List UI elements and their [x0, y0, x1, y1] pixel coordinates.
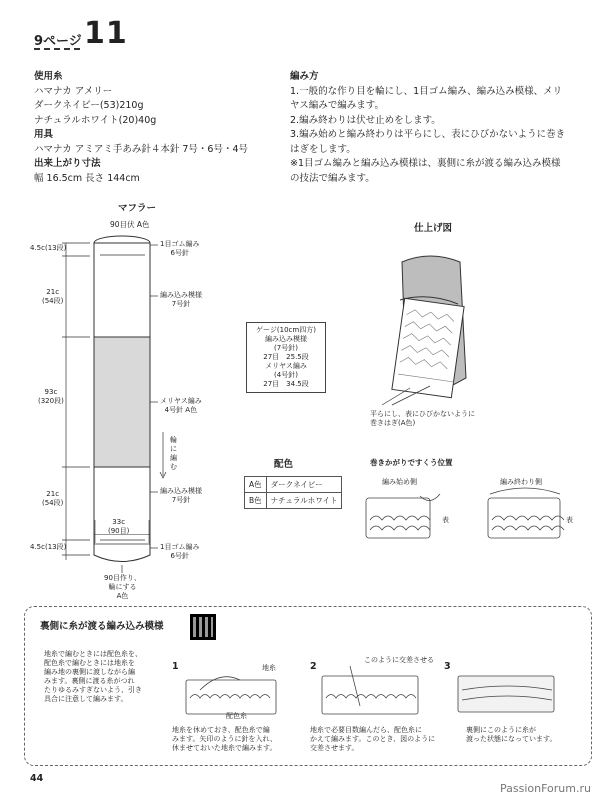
yarn-heading: 使用糸 — [34, 71, 63, 82]
method-line: ※1目ゴム編みと編み込み模様は、裏側に糸が渡る編み込み模様 — [290, 158, 561, 169]
tools-heading: 用具 — [34, 129, 54, 140]
pattern-number: 11 — [84, 16, 128, 51]
round-label: 輪 に 編 む — [170, 436, 177, 471]
start-side-label: 編み始め側 — [382, 478, 417, 486]
finish-title: 仕上げ図 — [414, 223, 453, 234]
front-label: 表 — [442, 516, 449, 524]
gauge-box: ゲージ(10cm四方) 編み込み模様 (7号針) 27目 25.5段 メリヤス編み (4号針) 27目 34.5段 — [246, 322, 326, 393]
step2-text: 地糸で必要目数編んだら、配色糸に かえて編みます。このとき、図のように 交差させます。 — [310, 726, 436, 752]
size-heading: 出来上がり寸法 — [34, 158, 101, 169]
table-row: B色 ナチュラルホワイト — [245, 493, 342, 509]
section-label: 編み込み模様 7号針 — [160, 291, 202, 308]
end-side-label: 編み終わり側 — [500, 478, 542, 486]
cross-label: このように交差させる — [364, 656, 434, 664]
method-line: の技法で編みます。 — [290, 172, 375, 184]
step-number: 3 — [444, 661, 451, 672]
section-label: 1目ゴム編み 6号針 — [160, 543, 200, 560]
step-number: 1 — [172, 661, 179, 672]
table-row: A色 ダークネイビー — [245, 477, 342, 493]
dim-label: 93c (320段) — [38, 388, 64, 405]
method-line: ヤス編みで編みます。 — [290, 100, 385, 111]
front-label: 表 — [566, 516, 573, 524]
step3-text: 裏側にこのように糸が 渡った状態になっています。 — [466, 726, 557, 743]
position-title: 巻きかがりですくう位置 — [370, 458, 453, 467]
yarn-color-2: ナチュラルホワイト(20)40g — [34, 114, 157, 126]
fairisle-intro: 地糸で編むときには配色糸を、 配色糸で編むときには地糸を 編み地の裏側に渡しながら編 みます。裏側に渡る糸がつれ たりゆるみすぎないよう、引き 具合に注意して編みます。 — [44, 650, 142, 703]
cast-on-label: 90目作り、 輪にする A色 — [104, 574, 141, 600]
size-text: 幅 16.5cm 長さ 144cm — [34, 172, 140, 184]
method-line: はぎをします。 — [290, 143, 356, 155]
section-label: 1目ゴム編み 6号針 — [160, 240, 200, 257]
dim-label: 4.5c(13段) — [30, 543, 67, 551]
finish-note: 平らにし、表にひびかないように 巻きはぎ(A色) — [370, 410, 475, 427]
yarn-color-1: ダークネイビー(53)210g — [34, 100, 144, 111]
contrast-yarn-label: 配色糸 — [226, 712, 247, 720]
yarn-brand: ハマナカ アメリー — [34, 85, 113, 97]
method-heading: 編み方 — [290, 71, 319, 82]
site-watermark: PassionForum.ru — [500, 782, 591, 795]
fairisle-title: 裏側に糸が渡る編み込み模様 — [40, 621, 164, 632]
step1-text: 地糸を休めておき、配色糸で編 みます。矢印のように針を入れ、 休ませておいた地糸で編みます。 — [172, 726, 277, 752]
page-label: 9ページ — [34, 34, 82, 49]
dim-label: 21c (54段) — [42, 288, 64, 305]
dim-label: 21c (54段) — [42, 490, 64, 507]
width-label: 33c (90目) — [108, 518, 130, 535]
tools-text: ハマナカ アミアミ手あみ針４本針 7号・6号・4号 — [34, 143, 248, 155]
muffler-top-label: 90目伏 A色 — [110, 220, 150, 229]
dim-label: 4.5c(13段) — [30, 244, 67, 252]
ground-yarn-label: 地糸 — [262, 664, 276, 672]
method-line: 3.編み始めと編み終わりは平らにし、表にひびかないように巻き — [290, 129, 566, 140]
section-label: 編み込み模様 7号針 — [160, 487, 202, 504]
muffler-title: マフラー — [118, 203, 157, 214]
step-number: 2 — [310, 661, 317, 672]
method-line: 1.一般的な作り目を輪にし、1目ゴム編み、編み込み模様、メリ — [290, 85, 563, 97]
page-number: 44 — [30, 773, 44, 784]
section-label: メリヤス編み 4号針 A色 — [160, 397, 202, 414]
colors-title: 配色 — [274, 459, 294, 470]
method-line: 2.編み終わりは伏せ止めをします。 — [290, 114, 441, 126]
